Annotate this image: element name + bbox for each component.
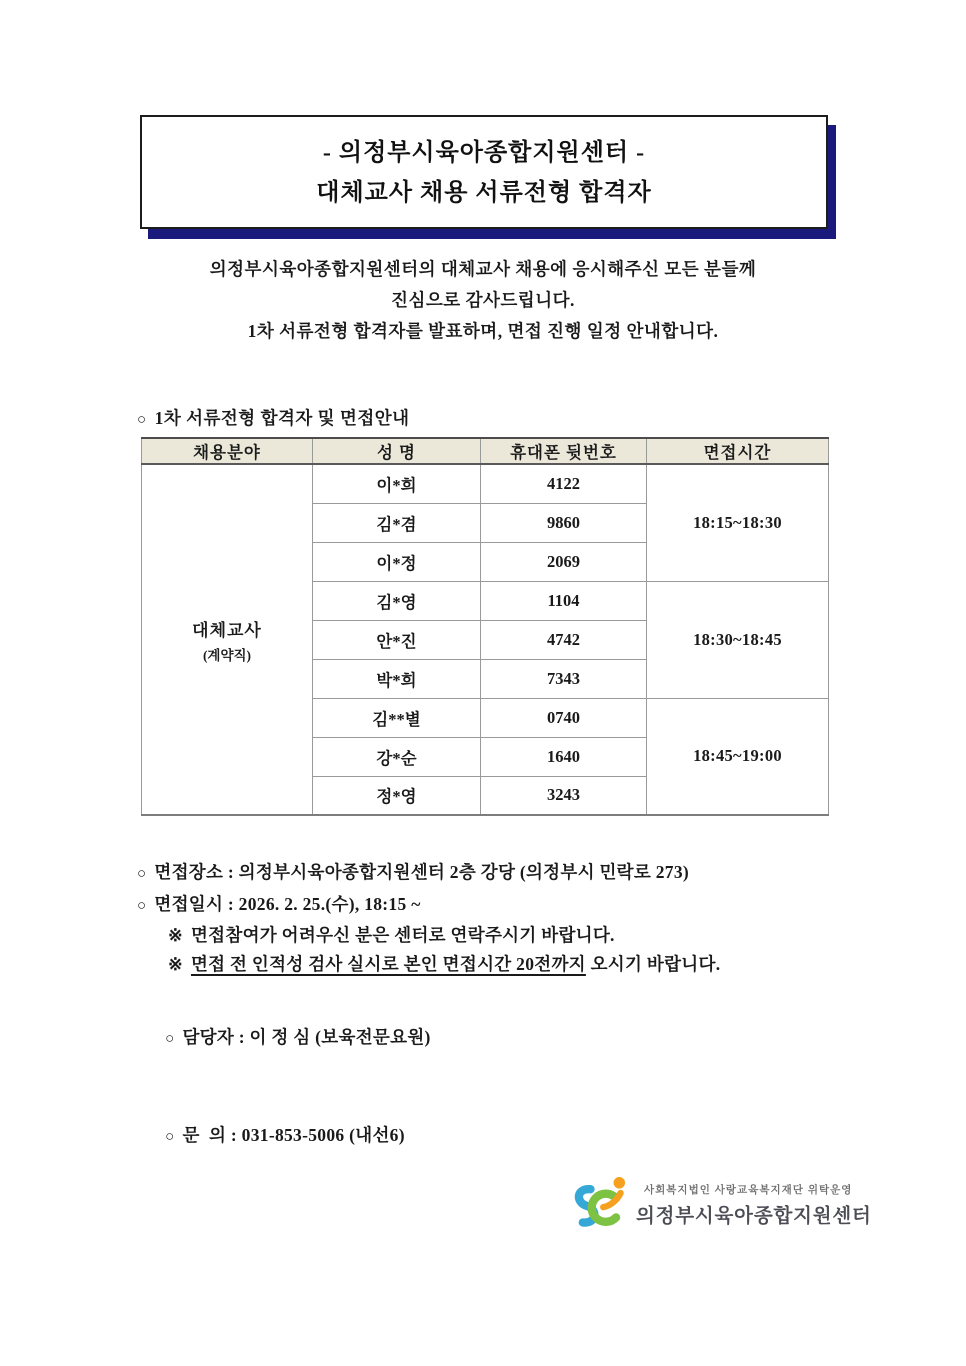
center-logo xyxy=(570,1172,872,1232)
interview-time-group: 18:45~19:00 xyxy=(647,698,829,815)
interview-location-line xyxy=(137,857,877,889)
applicant-name: 이*정 xyxy=(313,542,481,581)
applicant-phone: 2069 xyxy=(481,542,647,581)
intro-line-3: 1차 서류전형 합격자를 발표하며, 면접 진행 일정 안내합니다. xyxy=(247,321,719,341)
applicant-name: 강*순 xyxy=(313,737,481,776)
applicant-name: 박*희 xyxy=(313,659,481,698)
reference-mark-icon: ※ xyxy=(168,925,183,945)
interview-time-group: 18:15~18:30 xyxy=(647,464,829,581)
interview-time-group: 18:30~18:45 xyxy=(647,581,829,698)
applicant-name: 김*겸 xyxy=(313,503,481,542)
interview-details xyxy=(137,857,877,978)
title-box xyxy=(140,115,828,229)
applicant-phone: 3243 xyxy=(481,776,647,815)
section-heading xyxy=(137,405,410,430)
interview-location-text: 면접장소 : 의정부시육아종합지원센터 2층 강당 (의정부시 민락로 273) xyxy=(154,862,690,882)
applicant-name: 김**별 xyxy=(313,698,481,737)
interview-datetime-line xyxy=(137,889,877,921)
intro-line-1: 의정부시육아종합지원센터의 대체교사 채용에 응시해주신 모든 분들께 xyxy=(209,259,757,279)
column-header-time: 면접시간 xyxy=(647,438,829,464)
circle-bullet-icon: ○ xyxy=(137,412,147,428)
applicant-phone: 0740 xyxy=(481,698,647,737)
column-header-category: 채용분야 xyxy=(142,438,313,464)
applicant-phone: 4122 xyxy=(481,464,647,503)
manager-text: 담당자 : 이 정 심 (보육전문요원) xyxy=(182,1027,431,1047)
column-header-phone: 휴대폰 뒷번호 xyxy=(481,438,647,464)
manager-line xyxy=(137,989,737,1087)
intro-line-2: 진심으로 감사드립니다. xyxy=(391,290,575,310)
center-logo-mark-icon xyxy=(570,1172,634,1232)
contact-info xyxy=(137,989,737,1185)
interview-datetime-text: 면접일시 : 2026. 2. 25.(수), 18:15 ~ xyxy=(154,894,421,914)
intro-paragraph xyxy=(0,254,966,347)
applicant-phone: 1104 xyxy=(481,581,647,620)
circle-bullet-icon: ○ xyxy=(165,1129,175,1145)
circle-bullet-icon: ○ xyxy=(137,898,147,914)
note-1-text: 면접참여가 어려우신 분은 센터로 연락주시기 바랍니다. xyxy=(190,925,615,945)
column-header-name: 성 명 xyxy=(313,438,481,464)
section-heading-text: 1차 서류전형 합격자 및 면접안내 xyxy=(154,408,410,428)
inquiry-text: 문 의 : 031-853-5006 (내선6) xyxy=(182,1125,405,1145)
note-2-underlined-text: 면접 전 인적성 검사 실시로 본인 면접시간 20전까지 xyxy=(190,953,586,974)
title-line-1: - 의정부시육아종합지원센터 - xyxy=(322,140,646,166)
note-line-2 xyxy=(137,950,877,979)
applicant-name: 김*영 xyxy=(313,581,481,620)
table-header-row xyxy=(142,438,829,464)
logo-large-text: 의정부시육아종합지원센터 xyxy=(636,1205,872,1227)
category-cell xyxy=(142,464,313,815)
applicant-phone: 1640 xyxy=(481,737,647,776)
applicant-name: 정*영 xyxy=(313,776,481,815)
note-2-tail-text: 오시기 바랍니다. xyxy=(585,953,721,974)
category-main: 대체교사 xyxy=(192,620,262,640)
applicant-name: 안*진 xyxy=(313,620,481,659)
applicant-phone: 9860 xyxy=(481,503,647,542)
table-row xyxy=(142,464,829,503)
circle-bullet-icon: ○ xyxy=(165,1031,175,1047)
center-logo-text xyxy=(636,1176,872,1228)
circle-bullet-icon: ○ xyxy=(137,866,147,882)
title-line-2: 대체교사 채용 서류전형 합격자 xyxy=(316,180,652,206)
applicant-phone: 4742 xyxy=(481,620,647,659)
logo-small-text: 사회복지법인 사랑교육복지재단 위탁운영 xyxy=(644,1184,853,1196)
note-line-1 xyxy=(137,921,877,950)
applicant-phone: 7343 xyxy=(481,659,647,698)
applicants-table xyxy=(141,437,829,816)
reference-mark-icon: ※ xyxy=(168,953,183,974)
inquiry-line xyxy=(137,1087,737,1185)
applicant-name: 이*희 xyxy=(313,464,481,503)
category-sub: (계약직) xyxy=(202,647,252,663)
